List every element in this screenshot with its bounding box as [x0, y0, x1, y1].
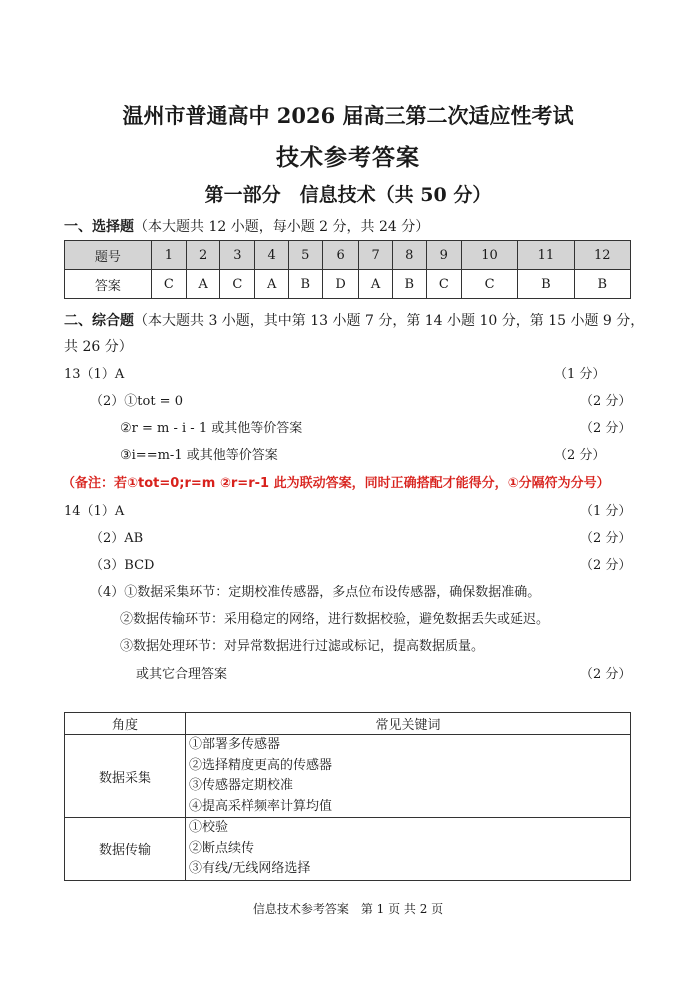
question-number: 3: [220, 241, 255, 270]
answer-title: 技术参考答案: [276, 144, 420, 171]
section2-desc: （本大题共 3 小题，其中第 13 小题 7 分，第 14 小题 10 分，第 15 小题 9 分，: [134, 313, 645, 329]
question-number: 11: [518, 241, 574, 270]
keywords-cell: [186, 818, 631, 881]
section2-label: 二、综合题: [64, 313, 134, 329]
q14-part4-item1: （4）①数据采集环节：定期校准传感器，多点位布设传感器，确保数据准确。: [90, 585, 541, 600]
q13-part2-blank1-score: （2 分）: [580, 394, 632, 409]
q13-part2-blank3: ③i==m-1 或其他等价答案: [120, 448, 278, 463]
keyword-item: ①校验: [189, 820, 229, 835]
q13-part2-blank3-score: （2 分）: [554, 448, 606, 463]
row-label-answer: 答案: [65, 270, 152, 299]
keyword-item: ①部署多传感器: [189, 737, 281, 752]
q13-part1-score: （1 分）: [554, 367, 606, 382]
q13-part2-blank2-score: （2 分）: [580, 421, 632, 436]
answer-cell: B: [518, 270, 574, 299]
choice-answer-table: [64, 240, 631, 299]
column-header-angle: 角度: [65, 713, 186, 735]
question-number: 7: [359, 241, 392, 270]
keywords-cell: [186, 735, 631, 818]
q14-part4-item2: ②数据传输环节：采用稳定的网络，进行数据校验，避免数据丢失或延迟。: [120, 612, 550, 627]
row-label-question: 题号: [65, 241, 152, 270]
answer-cell: A: [359, 270, 392, 299]
answer-cell: B: [392, 270, 426, 299]
keyword-table: [64, 712, 631, 881]
category-cell: 数据采集: [65, 735, 186, 818]
section2-desc-cont: 共 26 分）: [64, 339, 133, 355]
keyword-item: ②选择精度更高的传感器: [189, 757, 333, 773]
question-number: 2: [186, 241, 219, 270]
section2-heading: [64, 310, 644, 330]
keyword-item: ③有线/无线网络选择: [189, 861, 311, 876]
q14-part3: （3）BCD: [90, 558, 155, 573]
table-row: [65, 818, 631, 881]
answer-cell: A: [186, 270, 219, 299]
question-number: 12: [574, 241, 630, 270]
column-header-keywords: 常见关键词: [186, 713, 631, 735]
scoring-note: （备注：若①tot=0;r=m ②r=r-1 此为联动答案，同时正确搭配才能得分，①分隔符为分号）: [62, 476, 610, 491]
question-number: 4: [255, 241, 288, 270]
q14-part2: （2）AB: [90, 531, 144, 546]
answer-cell: B: [574, 270, 630, 299]
q14-part4-item3: ③数据处理环节：对异常数据进行过滤或标记，提高数据质量。: [120, 639, 485, 654]
q14-part4-score: （2 分）: [580, 667, 632, 682]
answer-cell: C: [426, 270, 461, 299]
q14-part1: 14（1）A: [64, 504, 125, 519]
answer-cell: A: [255, 270, 288, 299]
keyword-item: ③传感器定期校准: [189, 778, 294, 793]
question-number: 1: [151, 241, 186, 270]
answer-cell: D: [322, 270, 359, 299]
exam-title: 温州市普通高中 2026 届高三第二次适应性考试: [122, 103, 574, 128]
keyword-item: ②断点续传: [189, 840, 255, 856]
section1-desc: （本大题共 12 小题，每小题 2 分，共 24 分）: [134, 219, 430, 235]
q14-part2-score: （2 分）: [580, 531, 632, 546]
section1-label: 一、选择题: [64, 219, 134, 235]
keyword-table-header: [65, 713, 631, 735]
answer-cell: B: [288, 270, 322, 299]
answer-cell: C: [151, 270, 186, 299]
category-cell: 数据传输: [65, 818, 186, 881]
page-footer: 信息技术参考答案 第 1 页 共 2 页: [252, 902, 444, 916]
table-row: [65, 735, 631, 818]
question-number: 10: [461, 241, 517, 270]
q14-part3-score: （2 分）: [580, 558, 632, 573]
answer-cell: C: [461, 270, 517, 299]
answer-row: [65, 270, 631, 299]
q13-part2-blank2: ②r = m - i - 1 或其他等价答案: [120, 421, 303, 436]
q13-part2-blank1: （2）①tot = 0: [90, 394, 183, 409]
question-number: 9: [426, 241, 461, 270]
question-number: 8: [392, 241, 426, 270]
part-title: 第一部分 信息技术（共 50 分）: [204, 184, 492, 206]
q13-part1: 13（1）A: [64, 367, 125, 382]
section1-heading: [64, 216, 429, 236]
keyword-item: ④提高采样频率计算均值: [189, 798, 333, 814]
q14-part1-score: （1 分）: [580, 504, 632, 519]
q14-part4-other: 或其它合理答案: [136, 667, 228, 682]
question-number-row: [65, 241, 631, 270]
question-number: 5: [288, 241, 322, 270]
answer-cell: C: [220, 270, 255, 299]
question-number: 6: [322, 241, 359, 270]
